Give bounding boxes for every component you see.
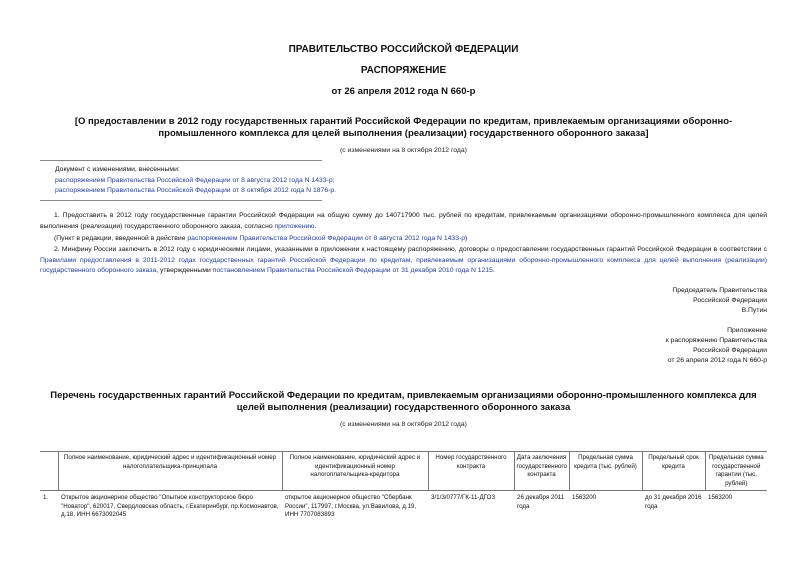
col-header-creditor: Полное наименование, юридический адрес и идентификационный номер налогоплательщика-кредитора (282, 452, 428, 491)
government-heading: ПРАВИТЕЛЬСТВО РОССИЙСКОЙ ФЕДЕРАЦИИ (288, 44, 519, 55)
row-contract-date: 26 декабря 2011 года (517, 494, 565, 510)
signature-country: Российской Федерации (693, 297, 767, 304)
guarantees-table (40, 451, 767, 523)
signature-position: Председатель Правительства (672, 287, 767, 294)
document-type: РАСПОРЯЖЕНИЕ (360, 65, 447, 76)
signature-name: В.Путин (741, 307, 767, 314)
row-contract-number: 3/1/3/0777/ГК-11-ДГОЗ (431, 494, 496, 501)
appendix-date: от 26 апреля 2012 года N 660-р (667, 357, 767, 364)
appendix-link[interactable]: приложению (274, 222, 315, 230)
row-principal: Открытое акционерное общество "Опытное конструкторское бюро "Новатор", 620017, Свердловская область, г.Екатеринбург, пр.Космонавтов, д.18, ИНН 6673092045 (61, 494, 279, 518)
col-header-guarantee-amount: Предельная сумма государственной гарантии (тыс. рублей) (705, 452, 767, 491)
change-link-1876[interactable]: распоряжением Правительства Российской Федерации от 8 октября 2012 года N 1876-р. (55, 187, 337, 194)
col-header-num (40, 452, 58, 491)
col-header-credit-amount: Предельная сумма кредита (тыс. рублей) (569, 452, 642, 491)
table-row (40, 491, 767, 523)
amendment-note: (с изменениями на 8 октября 2012 года) (340, 147, 467, 154)
resolution-1215-link[interactable]: постановлением Правительства Российской Федерации от 31 декабря 2010 года N 1215 (212, 267, 493, 274)
row-credit-amount: 1563200 (572, 494, 597, 501)
paragraph-1-note: (Пункт в редакции, введенной в действие распоряжением Правительства Российской Федерации от 8 августа 2012 года N 1433-р) (54, 235, 468, 242)
amendment-link-1433[interactable]: распоряжением Правительства Российской Федерации от 8 августа 2012 года N 1433-р (187, 235, 466, 242)
change-link-1433[interactable]: распоряжением Правительства Российской Федерации от 8 августа 2012 года N 1433-р; (55, 176, 335, 184)
row-creditor: открытое акционерное общество "Сбербанк России", 117997, г.Москва, ул.Вавилова, д.19, ИНН 7707083893 (285, 494, 417, 518)
col-header-contract-number: Номер государственного контракта (428, 452, 514, 491)
col-header-principal: Полное наименование, юридический адрес и идентификационный номер налогоплательщика-принципала (58, 452, 282, 491)
paragraph-1: 1. Предоставить в 2012 году государственные гарантии Российской Федерации на общую сумму до 140717900 тыс. рублей по кредитам, привлекаемым организациями оборонно-промышленного комплекса для целей выполнения (реализации) государственного оборонного заказа, согласно приложению. (40, 212, 767, 230)
divider-bottom (40, 200, 322, 201)
col-header-credit-term: Предельный срок кредита (642, 452, 705, 491)
col-header-contract-date: Дата заключения государственного контракта (514, 452, 569, 491)
table-header-row (40, 452, 767, 491)
paragraph-2: 2. Минфину России заключить в 2012 году с юридическими лицами, указанными в приложении к настоящему распоряжению, договоры о предоставлении государственных гарантий Российской Федерации в соответствии с Правилами предоставления в 2011-2012 годах государственных гарантий Российской Федерации по кредитам, привлекаемым организациями оборонно-промышленного комплекса для целей выполнения (реализации) государственного оборонного заказа, утвержденными постановлением Правительства Российской Федерации от 31 декабря 2010 года N 1215. (40, 246, 767, 274)
document-date-number: от 26 апреля 2012 года N 660-р (331, 86, 476, 97)
appendix-block: Приложение к распоряжению Правительства Российской Федерации от 26 апреля 2012 года N 660-р (665, 327, 767, 364)
row-credit-term: до 31 декабря 2016 года (645, 494, 702, 510)
changes-block (55, 165, 655, 197)
rules-link[interactable]: Правилами предоставления в 2011-2012 годах государственных гарантий Российской Федерации по кредитам, привлекаемым организациями оборонно-промышленного комплекса для целей выполнения (реализации) государственного оборонного заказа (40, 256, 767, 274)
appendix-label: Приложение (727, 327, 767, 334)
row-num: 1. (43, 494, 49, 501)
list-amendment-note: (с изменениями на 8 октября 2012 года) (340, 421, 467, 428)
signature-block (672, 286, 767, 316)
list-title: Перечень государственных гарантий Российской Федерации по кредитам, привлекаемым организациями оборонно-промышленного комплекса для целей выполнения (реализации) государственного оборонного заказа (50, 390, 757, 413)
divider-top (40, 160, 322, 161)
row-guarantee-amount: 1563200 (708, 494, 733, 501)
document-title: [О предоставлении в 2012 году государственных гарантий Российской Федерации по кредитам, привлекаемым организациями оборонно-промышленного комплекса для целей выполнения (реализации) государственного оборонного заказа] (74, 116, 733, 139)
changes-intro: Документ с изменениями, внесенными: (55, 166, 180, 173)
